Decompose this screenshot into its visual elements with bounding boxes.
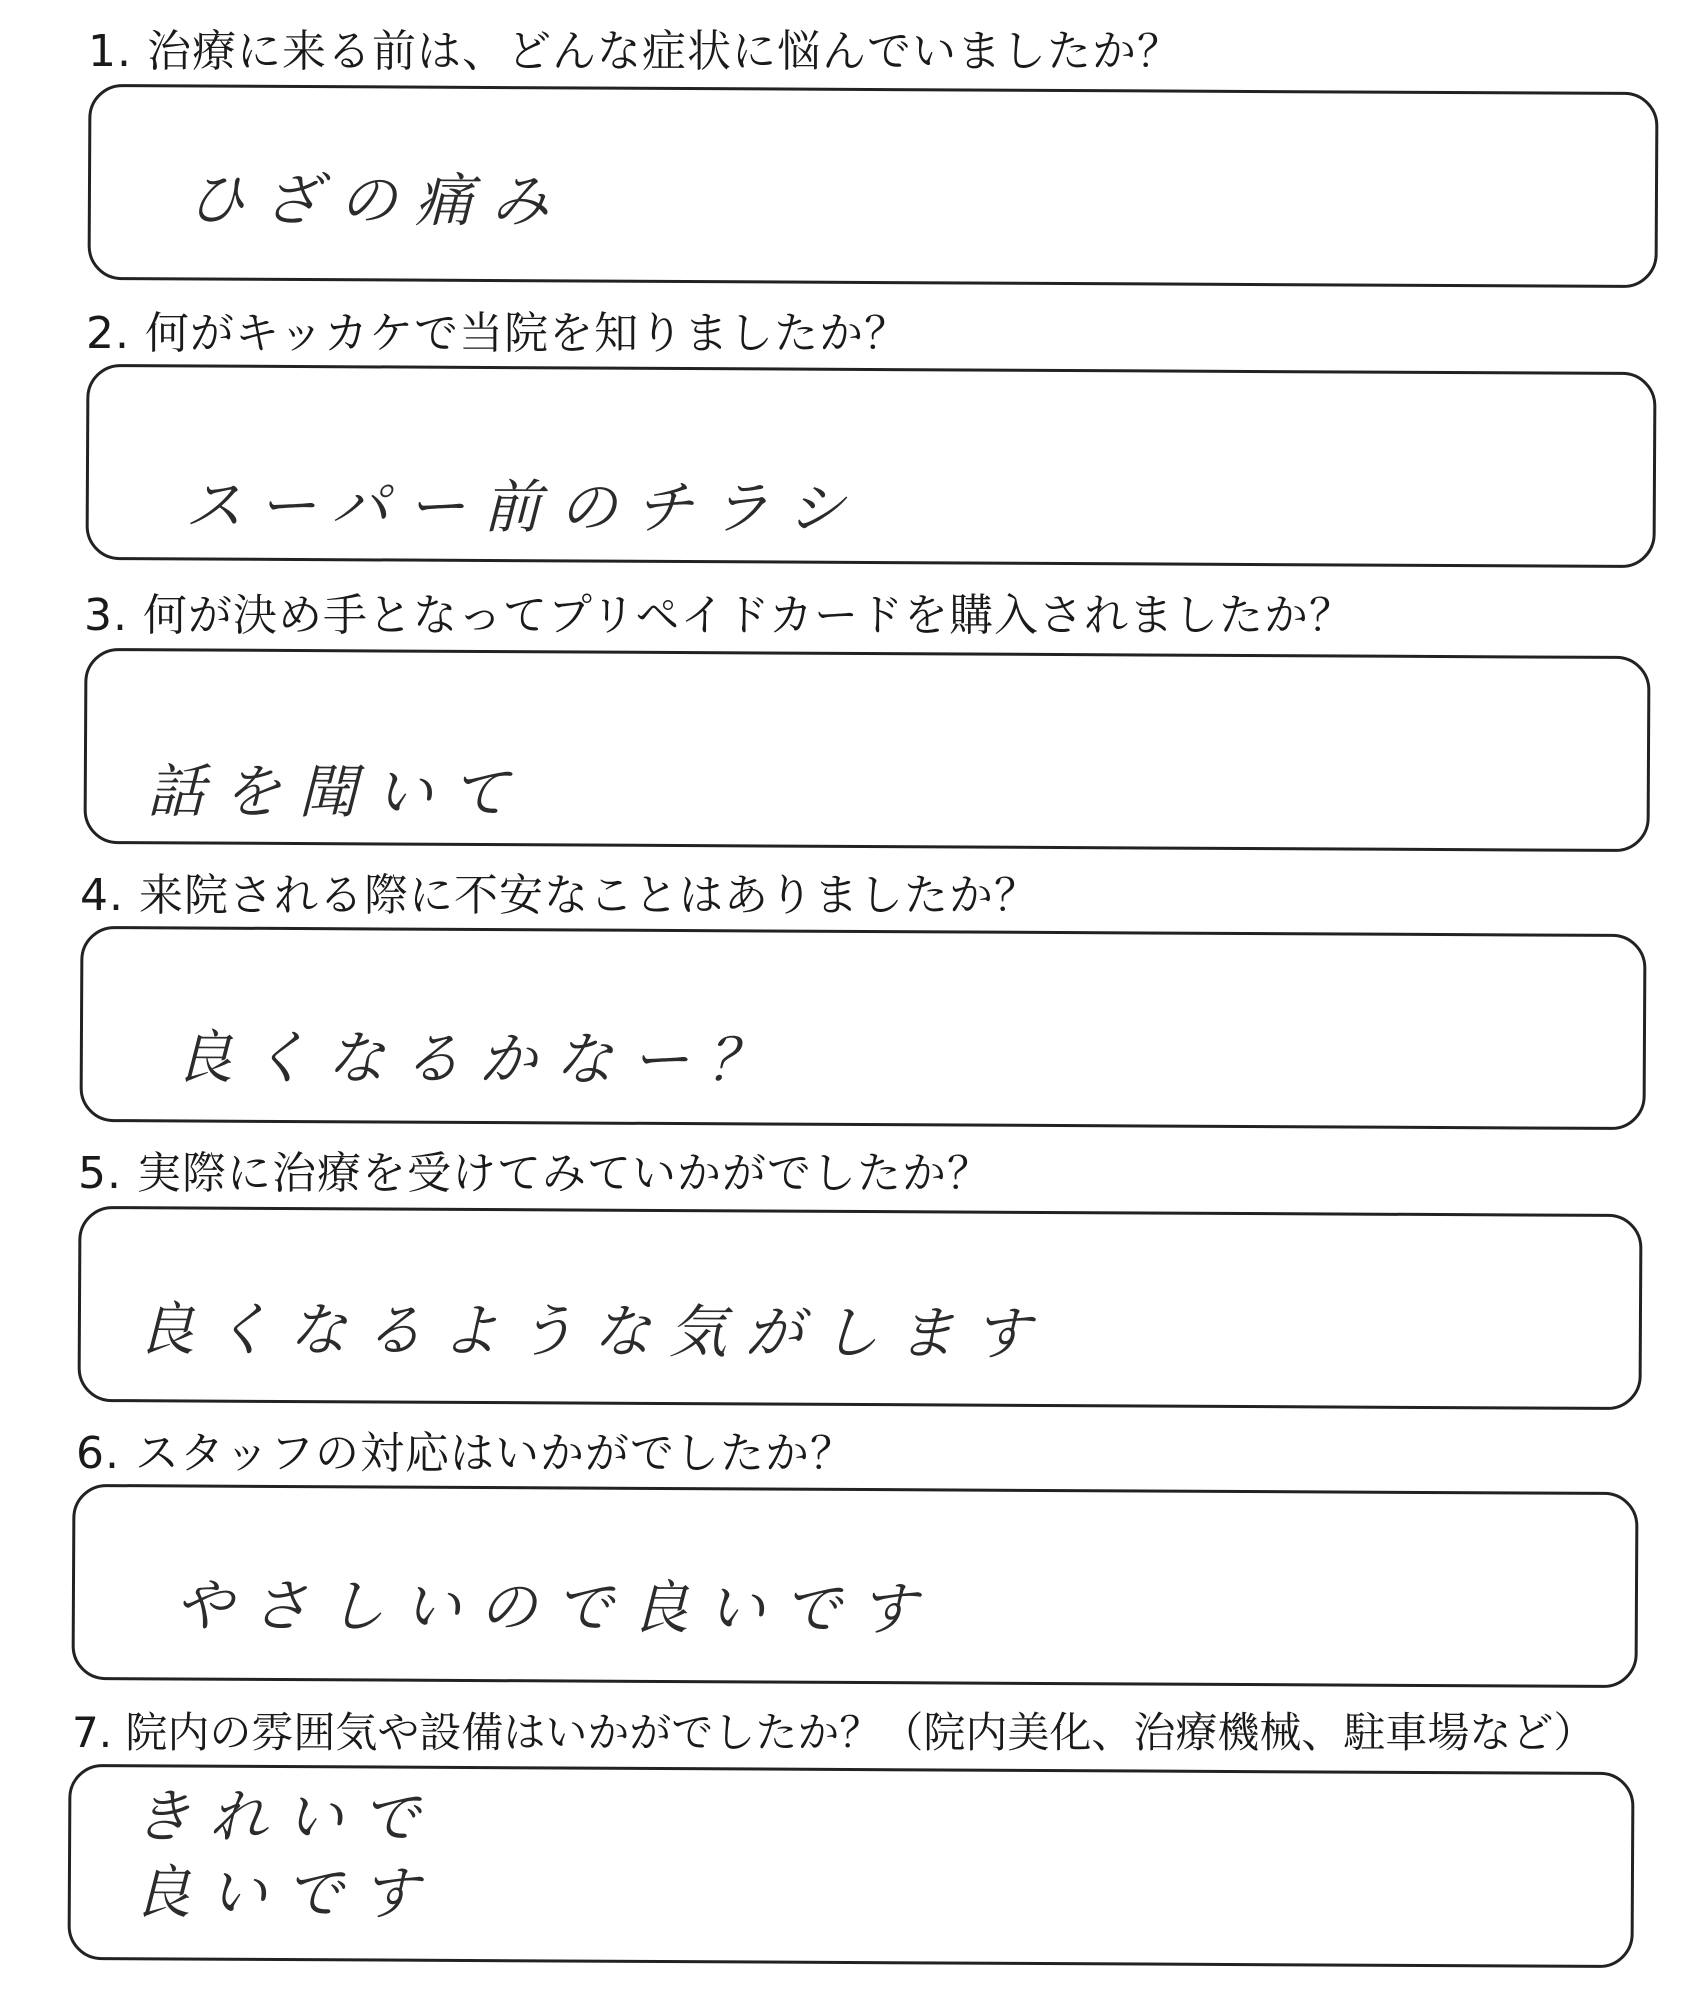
answer-box-3 [83, 648, 1650, 852]
answer-box-1 [87, 84, 1658, 288]
answer-3-handwriting: 話を聞いて [146, 757, 527, 828]
answer-7-handwriting-line2: 良いです [132, 1858, 438, 1928]
answer-4-handwriting: 良くなるかなー？ [174, 1023, 784, 1095]
answer-box-4 [79, 926, 1646, 1130]
question-1-label: 1. 治療に来る前は、どんな症状に悩んでいましたか？ [88, 26, 1182, 77]
question-3-label: 3. 何が決め手となってプリペイドカードを購入されましたか？ [84, 590, 1355, 641]
answer-box-5 [77, 1206, 1642, 1410]
question-2-label: 2. 何がキッカケで当院を知りましたか？ [86, 308, 910, 359]
answer-2-handwriting: スーパー前のチラシ [184, 471, 864, 543]
answer-box-7 [67, 1764, 1634, 1968]
answer-1-handwriting: ひざの痛み [186, 165, 568, 236]
question-7-label: 7. 院内の雰囲気や設備はいかがでしたか？（院内美化、治療機械、駐車場など） [72, 1708, 1596, 1757]
question-4-label: 4. 来院される際に不安なことはありましたか？ [80, 870, 1039, 921]
question-6-label: 6. スタッフの対応はいかがでしたか？ [76, 1428, 855, 1479]
question-5-label: 5. 実際に治療を受けてみていかがでしたか？ [78, 1148, 992, 1199]
answer-6-handwriting: やさしいので良いです [174, 1571, 936, 1644]
answer-7-handwriting-line1: きれいで [133, 1782, 438, 1852]
answer-5-handwriting: 良くなるような気がします [136, 1295, 1050, 1368]
answer-box-6 [71, 1484, 1638, 1688]
answer-box-2 [85, 364, 1656, 568]
